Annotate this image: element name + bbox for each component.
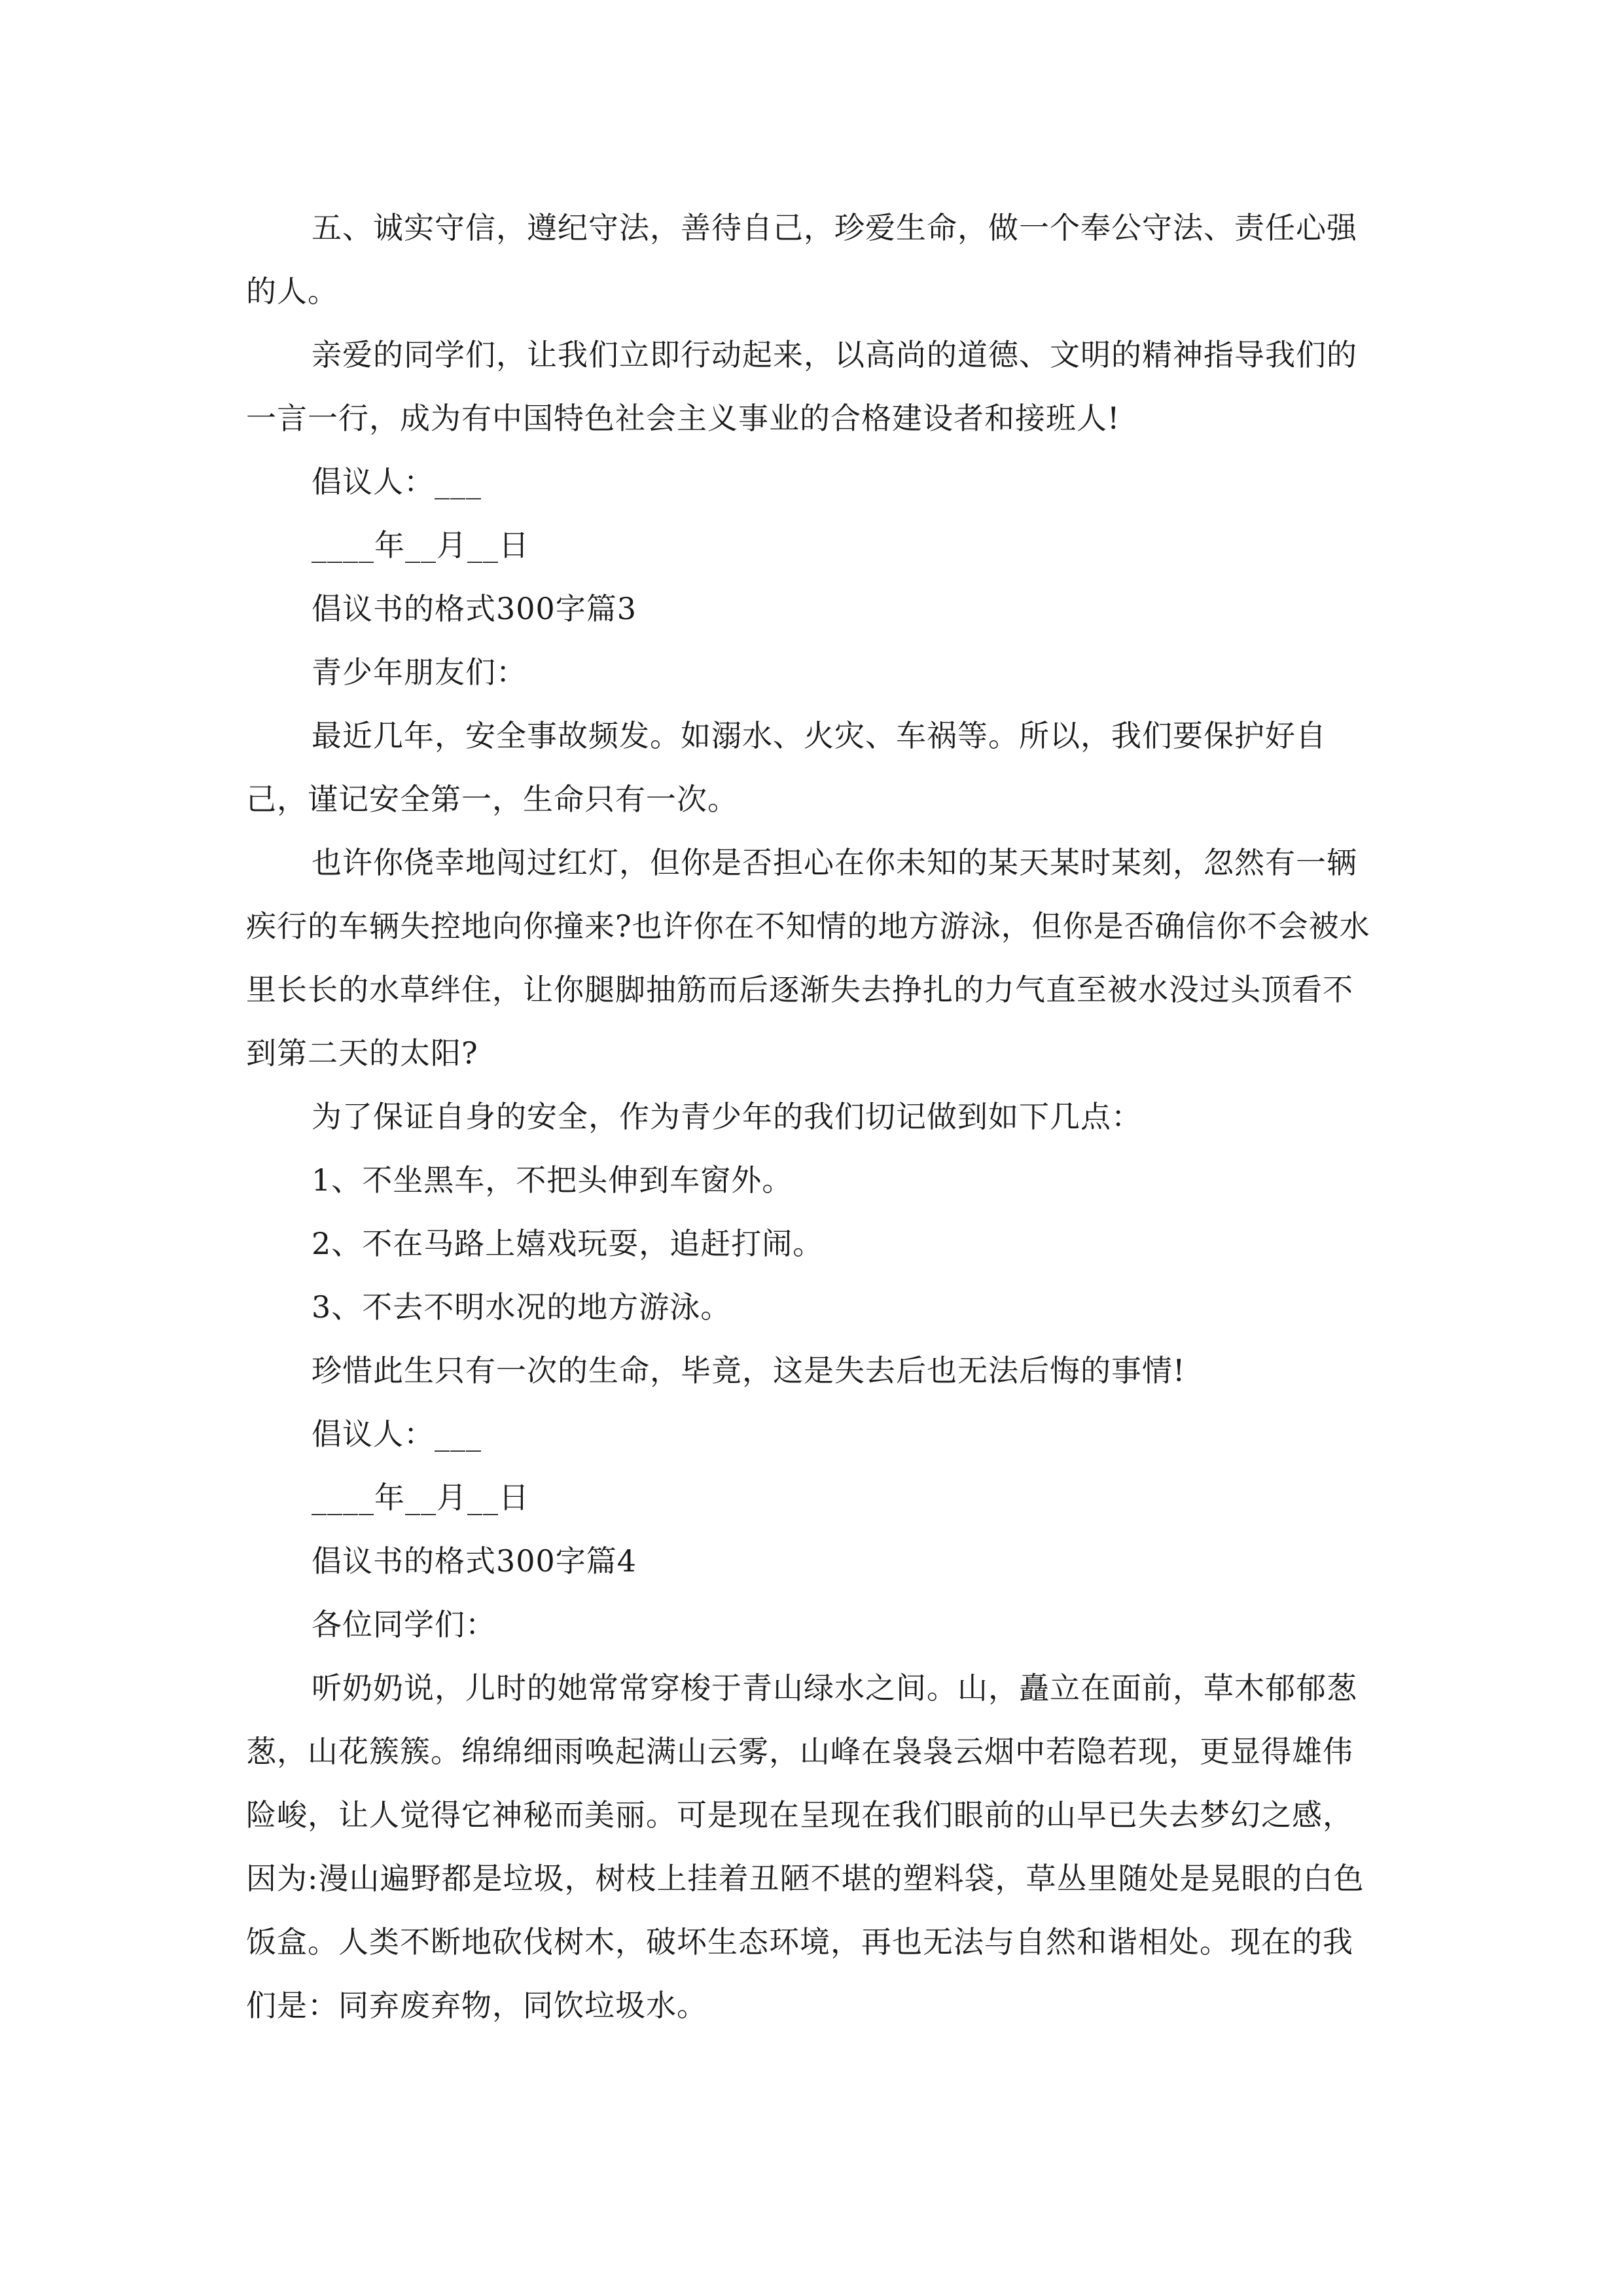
section-heading-4: 倡议书的格式300字篇4	[312, 1543, 637, 1579]
list-item-3: 3、不去不明水况的地方游泳。	[312, 1289, 732, 1325]
paragraph-environment: 听奶奶说，儿时的她常常穿梭于青山绿水之间。山，矗立在面前，草木郁郁葱葱，山花簇簇。绵绵细雨唤起满山云雾，山峰在袅袅云烟中若隐若现，更显得雄伟险峻，让人觉得它神秘而美丽。可是现在呈现在我们眼前的山早已失去梦幻之感，因为:漫山遍野都是垃圾，树枝上挂着丑陋不堪的塑料袋，草丛里随处是晃眼的白色饭盒。人类不断地砍伐树木，破坏生态环境，再也无法与自然和谐相处。现在的我们是：同弃废弃物，同饮垃圾水。	[246, 1670, 1364, 2023]
salutation-classmates: 各位同学们：	[312, 1607, 496, 1642]
salutation-youth: 青少年朋友们：	[312, 655, 527, 690]
signature-initiator: 倡议人：___	[312, 464, 482, 499]
paragraph-accidents: 最近几年，安全事故频发。如溺水、火灾、车祸等。所以，我们要保护好自己，谨记安全第一，生命只有一次。	[246, 718, 1327, 817]
signature-date: ____年__月__日	[312, 528, 529, 563]
paragraph-call-to-action: 亲爱的同学们，让我们立即行动起来，以高尚的道德、文明的精神指导我们的一言一行，成为有中国特色社会主义事业的合格建设者和接班人!	[246, 337, 1357, 436]
signature-date: ____年__月__日	[312, 1480, 529, 1515]
section-heading-3: 倡议书的格式300字篇3	[312, 591, 637, 626]
paragraph-cherish-life: 珍惜此生只有一次的生命，毕竟，这是失去后也无法后悔的事情!	[312, 1353, 1186, 1388]
paragraph-risks: 也许你侥幸地闯过红灯，但你是否担心在你未知的某天某时某刻，忽然有一辆疾行的车辆失控地向你撞来?也许你在不知情的地方游泳，但你是否确信你不会被水里长长的水草绊住，让你腿脚抽筋而后逐渐失去挣扎的力气直至被水没过头顶看不到第二天的太阳?	[246, 845, 1370, 1071]
signature-initiator: 倡议人：___	[312, 1416, 482, 1452]
paragraph-safety-intro: 为了保证自身的安全，作为青少年的我们切记做到如下几点：	[312, 1099, 1142, 1134]
list-item-2: 2、不在马路上嬉戏玩耍，追赶打闹。	[312, 1226, 824, 1261]
document-body	[246, 196, 1378, 2037]
paragraph-principle-five: 五、诚实守信，遵纪守法，善待自己，珍爱生命，做一个奉公守法、责任心强的人。	[246, 210, 1357, 309]
list-item-1: 1、不坐黑车，不把头伸到车窗外。	[312, 1162, 793, 1198]
